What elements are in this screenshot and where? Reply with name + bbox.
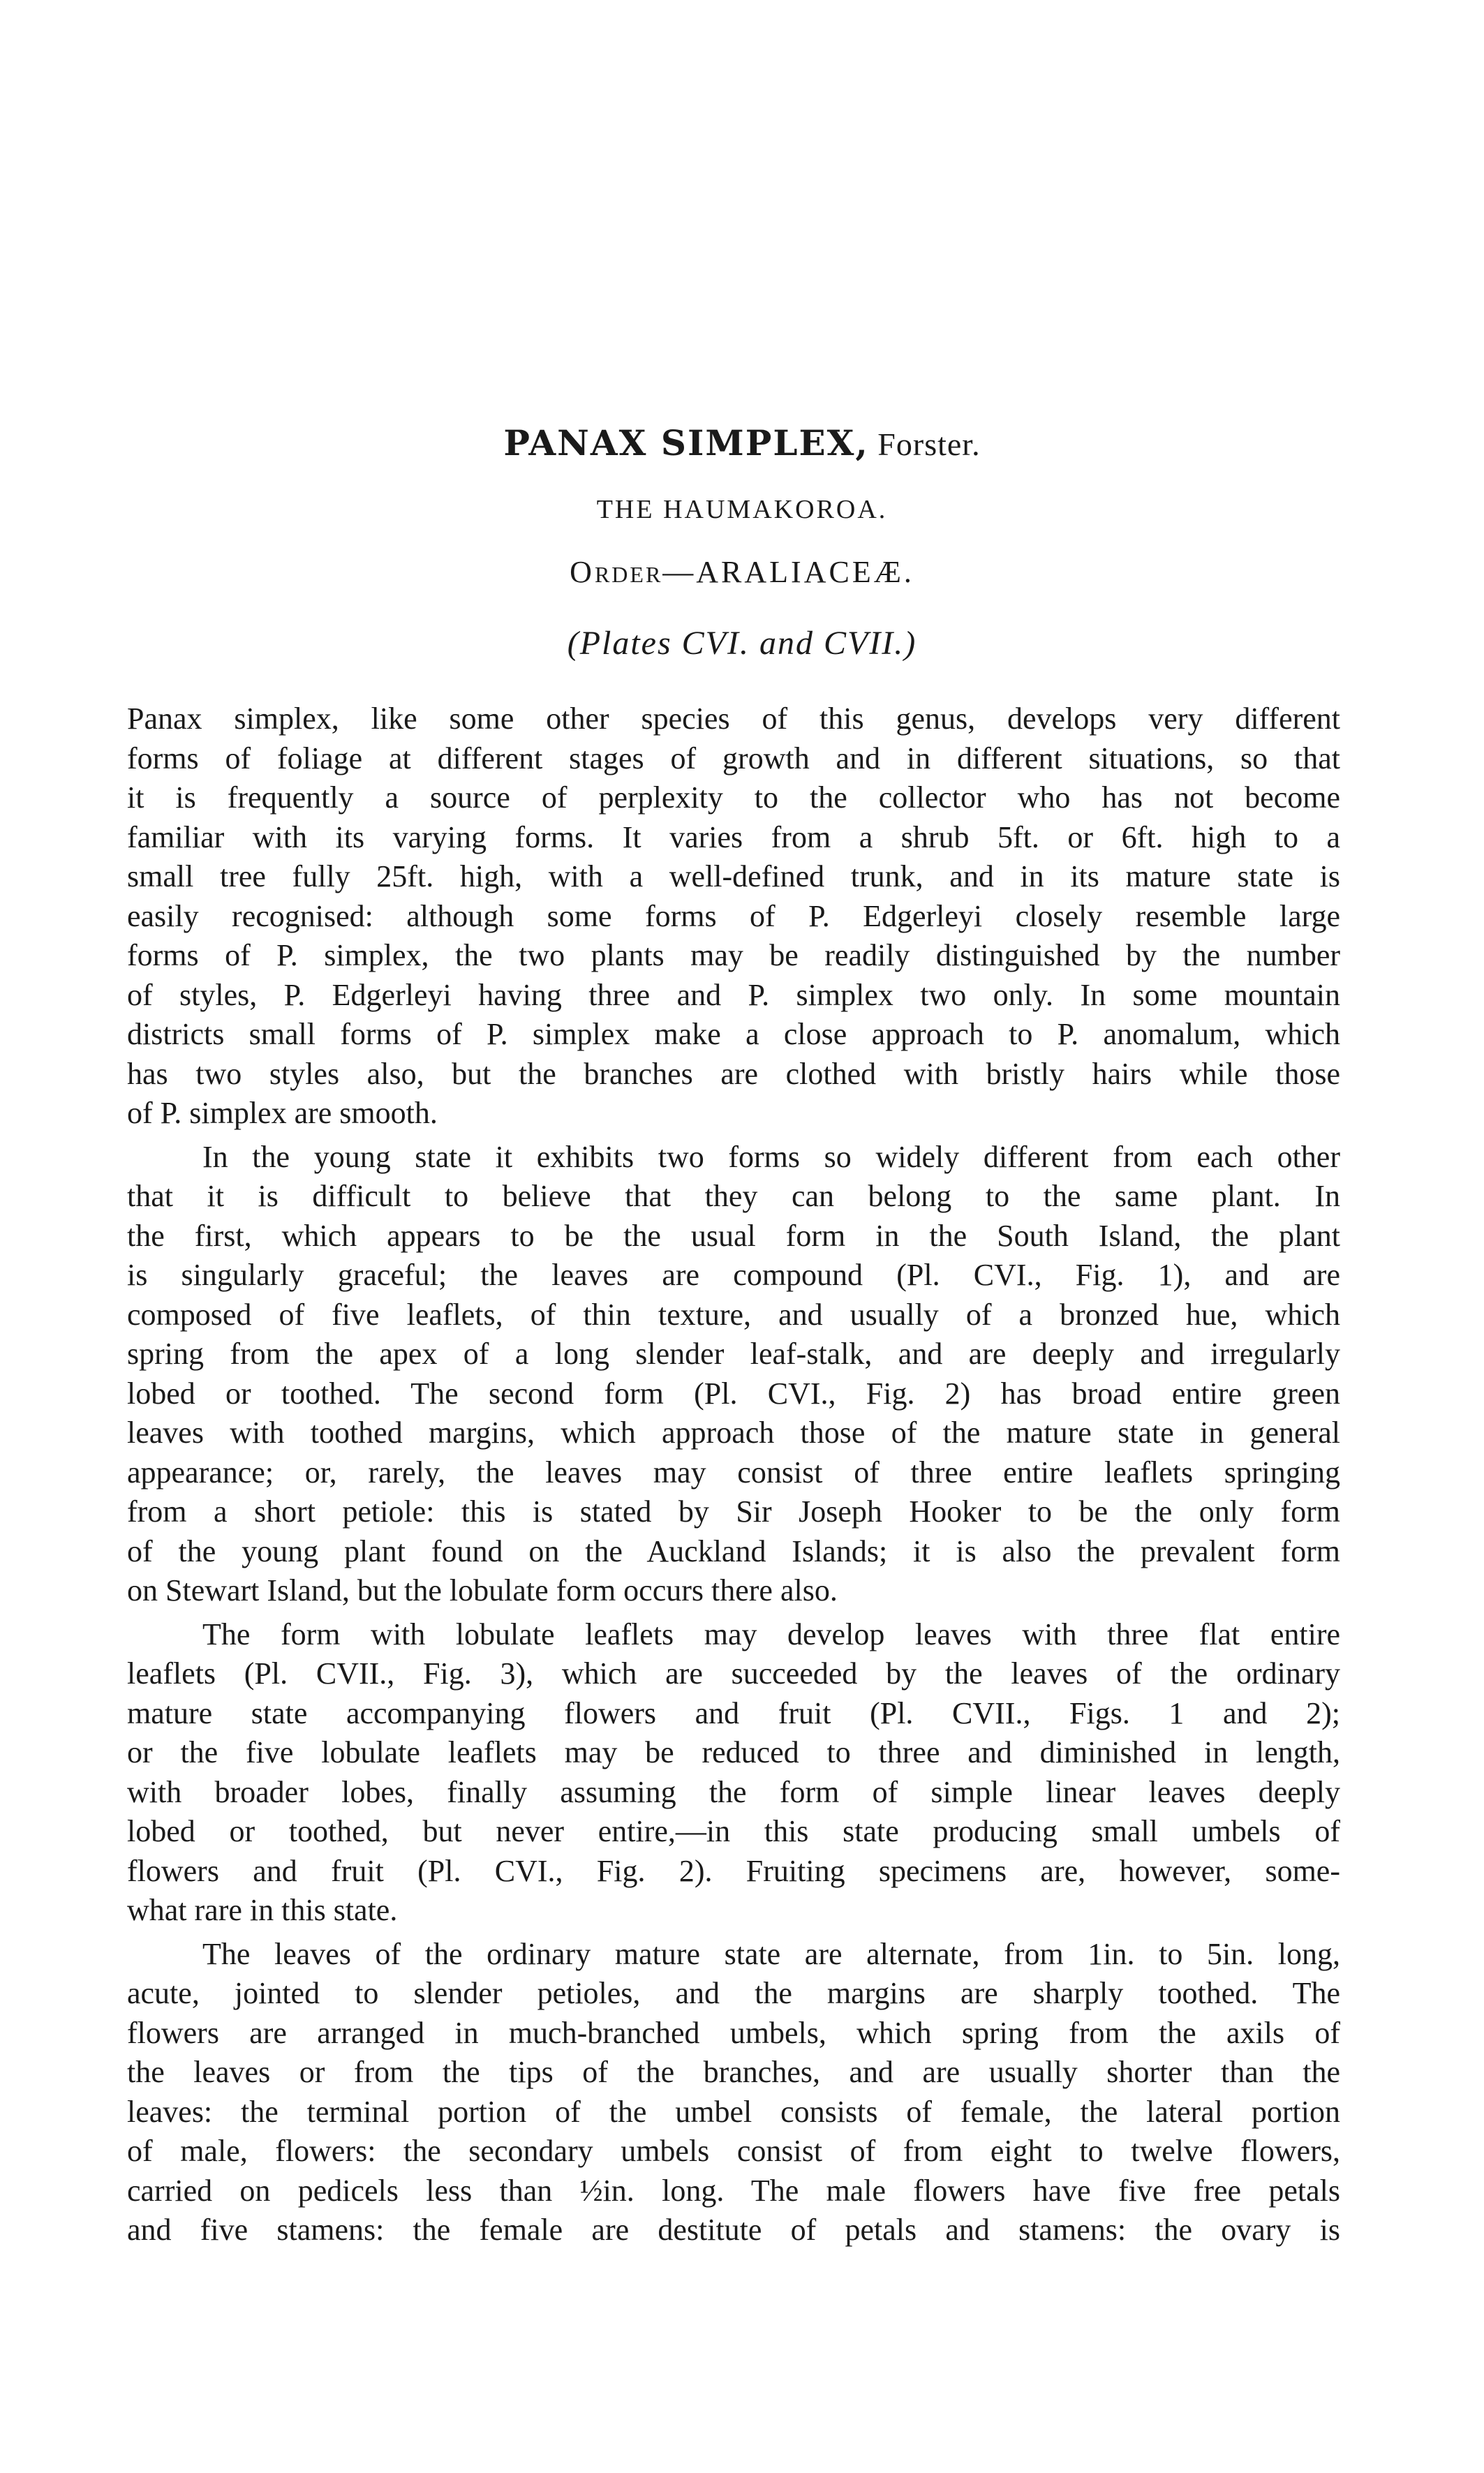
paragraph-4	[127, 1935, 1340, 2250]
text-line: with broader lobes, finally assuming the form of simple linear leaves deeply	[127, 1774, 1340, 1809]
text-line: or the five lobulate leaflets may be reduced to three and diminished in length,	[127, 1735, 1340, 1769]
order-label: ORDER	[570, 555, 663, 589]
text-line: flowers are arranged in much-branched umbels, which spring from the axils of	[127, 2015, 1340, 2050]
plates-reference: (Plates CVI. and CVII.)	[567, 625, 917, 662]
text-line: In the young state it exhibits two forms so widely different from each other	[202, 1139, 1340, 1174]
text-line: familiar with its varying forms. It varies from a shrub 5ft. or 6ft. high to a	[127, 819, 1340, 854]
species-name: PANAX SIMPLEX,	[503, 422, 869, 463]
text-line: The form with lobulate leaflets may develop leaves with three flat entire	[202, 1617, 1340, 1651]
text-line: forms of foliage at different stages of growth and in different situations, so that	[127, 741, 1340, 775]
text-line: appearance; or, rarely, the leaves may consist of three entire leaflets springing	[127, 1455, 1340, 1490]
text-line: from a short petiole: this is stated by Sir Joseph Hooker to be the only form	[127, 1494, 1340, 1529]
order-line	[0, 551, 1484, 595]
text-line: has two styles also, but the branches are clothed with bristly hairs while those	[127, 1056, 1340, 1091]
species-title	[0, 419, 1484, 469]
text-line: composed of five leaflets, of thin texture, and usually of a bronzed hue, which	[127, 1297, 1340, 1332]
text-line: what rare in this state.	[127, 1893, 398, 1927]
text-line: is singularly graceful; the leaves are compound (Pl. CVI., Fig. 1), and are	[127, 1258, 1340, 1292]
text-line: that it is difficult to believe that they can belong to the same plant. In	[127, 1179, 1340, 1213]
common-name: THE HAUMAKOROA.	[596, 495, 888, 524]
species-author: Forster.	[877, 426, 981, 462]
text-line: of male, flowers: the secondary umbels consist of from eight to twelve flowers,	[127, 2134, 1340, 2168]
text-line: mature state accompanying flowers and fruit (Pl. CVII., Figs. 1 and 2);	[127, 1695, 1340, 1730]
text-line: lobed or toothed, but never entire,—in this state producing small umbels of	[127, 1814, 1340, 1848]
text-line: easily recognised: although some forms of P. Edgerleyi closely resemble large	[127, 898, 1340, 933]
paragraph-1	[127, 699, 1340, 1134]
text-line: forms of P. simplex, the two plants may be readily distinguished by the number	[127, 938, 1340, 972]
text-line: of P. simplex are smooth.	[127, 1096, 438, 1130]
order-name: ARALIACEÆ.	[696, 555, 914, 589]
paragraph-2	[127, 1138, 1340, 1611]
text-line: flowers and fruit (Pl. CVI., Fig. 2). Fruiting specimens are, however, some-	[127, 1853, 1340, 1888]
text-line: of the young plant found on the Auckland Islands; it is also the prevalent form	[127, 1533, 1340, 1568]
text-line: leaflets (Pl. CVII., Fig. 3), which are succeeded by the leaves of the ordinary	[127, 1656, 1340, 1691]
text-line: carried on pedicels less than ½in. long. The male flowers have five free petals	[127, 2173, 1340, 2208]
text-line: the first, which appears to be the usual form in the South Island, the plant	[127, 1218, 1340, 1253]
text-line: lobed or toothed. The second form (Pl. CVI., Fig. 2) has broad entire green	[127, 1376, 1340, 1411]
text-line: acute, jointed to slender petioles, and the margins are sharply toothed. The	[127, 1976, 1340, 2010]
text-line: The leaves of the ordinary mature state are alternate, from 1in. to 5in. long,	[202, 1936, 1340, 1971]
text-line: leaves with toothed margins, which approach those of the mature state in general	[127, 1416, 1340, 1450]
order-dash: —	[662, 555, 697, 589]
body-text	[127, 699, 1340, 2250]
text-line: spring from the apex of a long slender leaf-stalk, and are deeply and irregularly	[127, 1337, 1340, 1371]
text-line: leaves: the terminal portion of the umbel consists of female, the lateral portion	[127, 2094, 1340, 2129]
text-line: on Stewart Island, but the lobulate form occurs there also.	[127, 1573, 838, 1607]
text-line: of styles, P. Edgerleyi having three and P. simplex two only. In some mountain	[127, 977, 1340, 1012]
text-line: it is frequently a source of perplexity to the collector who has not become	[127, 780, 1340, 815]
text-line: the leaves or from the tips of the branches, and are usually shorter than the	[127, 2055, 1340, 2089]
text-line: Panax simplex, like some other species of this genus, develops very different	[127, 701, 1340, 736]
text-line: districts small forms of P. simplex make a close approach to P. anomalum, which	[127, 1017, 1340, 1051]
paragraph-3	[127, 1615, 1340, 1931]
text-line: small tree fully 25ft. high, with a well-defined trunk, and in its mature state is	[127, 859, 1340, 893]
text-line: and five stamens: the female are destitute of petals and stamens: the ovary is	[127, 2213, 1340, 2247]
